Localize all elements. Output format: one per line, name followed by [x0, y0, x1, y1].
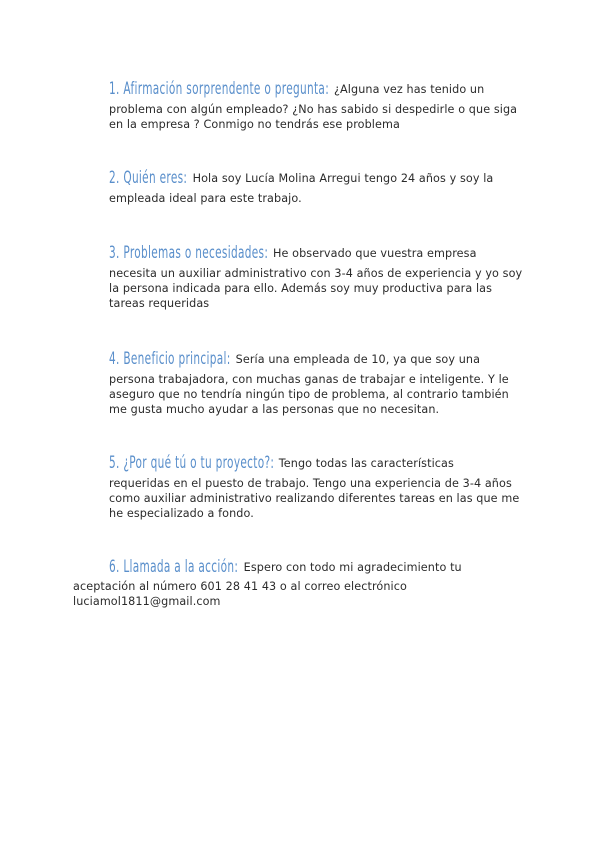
section-4-line-2: aseguro que no tendría ningún tipo de problema, al contrario también	[109, 388, 509, 401]
section-6-first-line	[109, 557, 462, 577]
section-3-first-line	[109, 243, 477, 263]
section-5-line-1: requeridas en el puesto de trabajo. Tengo una experiencia de 3-4 años	[109, 477, 512, 490]
section-1-first-line	[109, 79, 485, 99]
section-5-first-text: Tengo todas las características	[278, 457, 454, 470]
section-2-first-line	[109, 168, 494, 188]
section-5-first-line	[109, 453, 454, 473]
section-5-line-3: he especializado a fondo.	[109, 507, 254, 520]
section-6-line-2: luciamol1811@gmail.com	[73, 595, 221, 608]
section-1-heading: 1. Afirmación sorprendente o pregunta:	[109, 79, 330, 99]
section-6-first-text: Espero con todo mi agradecimiento tu	[243, 561, 462, 574]
section-6-line-1: aceptación al número 601 28 41 43 o al correo electrónico	[73, 580, 407, 593]
section-3-line-3: tareas requeridas	[109, 297, 210, 310]
section-1-first-text: ¿Alguna vez has tenido un	[334, 83, 485, 96]
section-5-heading: 5. ¿Por qué tú o tu proyecto?:	[109, 453, 275, 473]
section-3-heading: 3. Problemas o necesidades:	[109, 243, 269, 263]
section-6-heading: 6. Llamada a la acción:	[109, 557, 239, 577]
section-5-line-2: como auxiliar administrativo realizando diferentes tareas en las que me	[109, 492, 520, 505]
section-3-line-2: la persona indicada para ello. Además soy muy productiva para las	[109, 282, 493, 295]
section-1-line-1: problema con algún empleado? ¿No has sabido si despedirle o que siga	[109, 103, 518, 116]
section-3-line-1: necesita un auxiliar administrativo con 3-4 años de experiencia y yo soy	[109, 267, 523, 280]
section-4-line-1: persona trabajadora, con muchas ganas de trabajar e inteligente. Y le	[109, 373, 509, 386]
section-4-first-text: Sería una empleada de 10, ya que soy una	[235, 353, 481, 366]
section-3-first-text: He observado que vuestra empresa	[273, 247, 477, 260]
section-4-first-line	[109, 349, 481, 369]
section-1-line-2: en la empresa ? Conmigo no tendrás ese problema	[109, 118, 400, 131]
section-4-line-3: me gusta mucho ayudar a las personas que no necesitan.	[109, 403, 440, 416]
section-2-line-1: empleada ideal para este trabajo.	[109, 192, 302, 205]
section-2-heading: 2. Quién eres:	[109, 168, 188, 188]
section-4-heading: 4. Beneficio principal:	[109, 349, 231, 369]
section-2-first-text: Hola soy Lucía Molina Arregui tengo 24 años y soy la	[192, 172, 494, 185]
